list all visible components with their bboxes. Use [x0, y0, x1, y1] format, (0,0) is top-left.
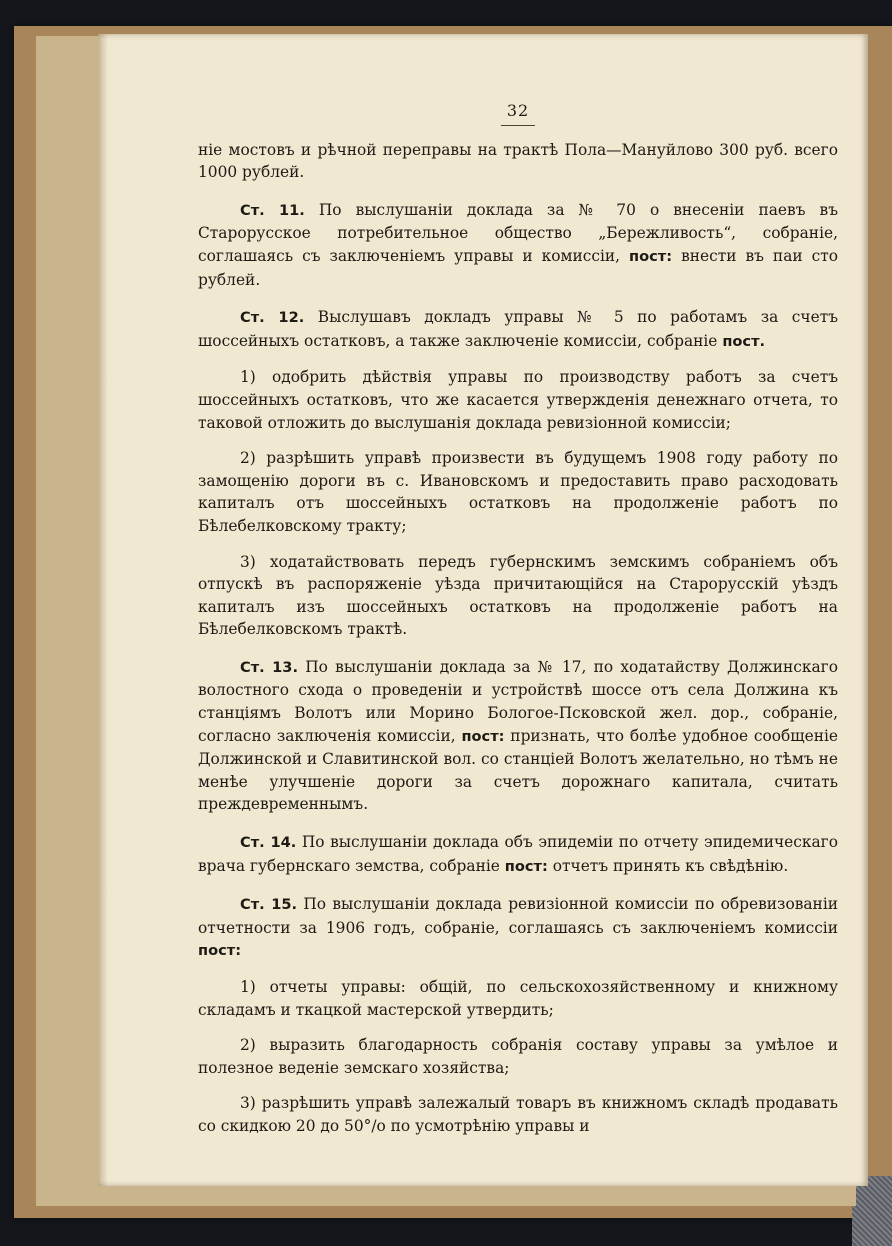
resolution-mark: пост: — [198, 942, 242, 960]
paragraph-text: Выслушавъ докладъ управы № 5 по работамъ за счетъ шоссейныхъ остатковъ, а также заключеніе комиссіи, собраніе — [198, 308, 838, 350]
article-label: Ст. 11. — [240, 201, 305, 219]
page-number-wrap — [198, 100, 838, 126]
paragraph-text: По выслушаніи доклада за № 70 о внесеніи паевъ въ Старорусское потребительное общество „Бережливость“, собраніе, соглашаясь съ заключеніемъ управы и комиссіи, — [198, 200, 838, 265]
article-13 — [198, 656, 838, 816]
list-item-1 — [198, 366, 838, 434]
cloth-spine — [852, 1176, 892, 1246]
paragraph-text: По выслушаніи доклада ревизіонной комиссіи по обревизованіи отчетности за 1906 годъ, собраніе, соглашаясь съ заключеніемъ комиссіи — [198, 895, 838, 937]
paragraph-text: 2) выразить благодарность собранія составу управы за умѣлое и полезное веденіе земскаго хозяйства; — [198, 1036, 838, 1077]
paragraph-text: 1) отчеты управы: общій, по сельскохозяйственному и книжному складамъ и ткацкой мастерской утвердить; — [198, 978, 838, 1019]
paragraph-continuation — [198, 139, 838, 184]
paragraph-text: внести въ паи сто рублей. — [198, 246, 839, 289]
paragraph-text: 3) ходатайствовать передъ губернскимъ земскимъ собраніемъ объ отпускѣ въ распоряженіе уѣзда причитающійся на Старорусскій уѣздъ капиталъ изъ шоссейныхъ остатковъ на продолженіе работъ на Бѣлебелковскомъ трактѣ. — [198, 552, 838, 639]
paragraph-text: признать, что болѣе удобное сообщеніе Должинской и Славитинской вол. со станціей Волотъ желательно, но тѣмъ не менѣе улучшеніе дороги за счетъ дорожнаго капитала, считать преждевременнымъ. — [198, 726, 838, 814]
list-item-3 — [198, 551, 838, 641]
paragraph-text: отчетъ принять къ свѣдѣнію. — [547, 856, 789, 875]
page-fold-shadow — [98, 34, 108, 1186]
article-14 — [198, 831, 838, 878]
article-11 — [198, 199, 838, 291]
resolution-mark: пост. — [722, 332, 766, 350]
page-number: 32 — [501, 100, 535, 126]
resolution-mark: пост: — [629, 247, 673, 265]
paragraph-text: По выслушаніи доклада за № 17, по ходатайству Должинскаго волостного схода о проведеніи и устройствѣ шоссе отъ села Должина къ станціямъ Волотъ или Морино Бологое-Псковской жел. дор., собраніе, согласно заключенія комиссіи, — [198, 657, 838, 745]
paragraph-text: ніе мостовъ и рѣчной переправы на трактѣ Пола—Мануйлово 300 руб. всего 1000 рублей. — [198, 140, 838, 182]
list-item-2 — [198, 447, 838, 537]
paragraph-text: По выслушаніи доклада объ эпидеміи по отчету эпидемическаго врача губернскаго земства, собраніе — [198, 833, 838, 875]
article-15 — [198, 893, 838, 963]
paragraph-text: 3) разрѣшить управѣ залежалый товаръ въ книжномъ складѣ продавать со скидкою 20 до 50°/о по усмотрѣнію управы и — [198, 1094, 838, 1135]
paragraph-text: 1) одобрить дѣйствія управы по производству работъ за счетъ шоссейныхъ остатковъ, что же касается утвержденія денежнаго отчета, то таковой отложить до выслушанія доклада ревизіонной комиссіи; — [198, 368, 838, 432]
article-label: Ст. 12. — [240, 309, 305, 327]
list-item-1 — [198, 976, 838, 1021]
resolution-mark: пост: — [504, 857, 548, 875]
article-label: Ст. 13. — [240, 658, 298, 676]
paragraph-text: 2) разрѣшить управѣ произвести въ будущемъ 1908 году работу по замощенію дороги въ с. Ивановскомъ и предоставить право расходовать капиталъ отъ шоссейныхъ остатковъ на продолженіе работъ по Бѣлебелковскому тракту; — [198, 449, 838, 535]
article-label: Ст. 15. — [240, 896, 298, 914]
article-12 — [198, 306, 838, 353]
list-item-2 — [198, 1034, 838, 1079]
resolution-mark: пост: — [461, 727, 505, 745]
page-text — [198, 100, 838, 1138]
article-label: Ст. 14. — [240, 834, 297, 852]
list-item-3 — [198, 1092, 838, 1137]
